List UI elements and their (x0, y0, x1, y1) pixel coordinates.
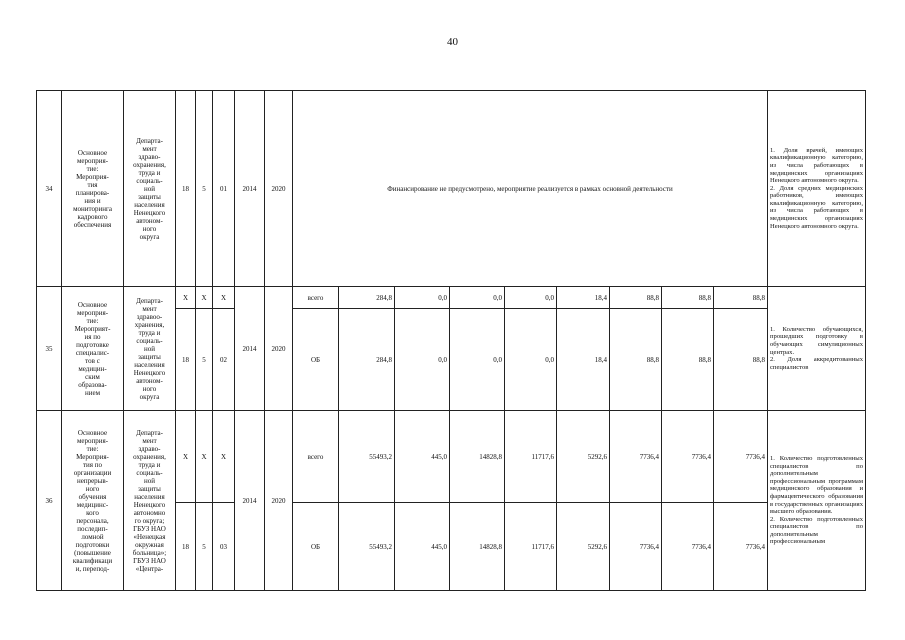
code-total: X (176, 287, 196, 309)
amount-cell: 55493,2 (339, 503, 395, 591)
executor: Департа- мент здравоо- хранения, труда и социаль- ной защиты населения Ненецкого автоном- ного округа (124, 287, 176, 411)
code-total: X (176, 411, 196, 503)
target-indicators: 1. Доля врачей, имеющих квалификационную категорию, из числа работающих в медицинских организациях Ненецкого автономного округа. 2. Доля средних медицинских работников, имеющих квалификационную категорию, из числа работающих в медицинских организациях Ненецкого автономного округа. (768, 91, 866, 287)
amount-cell: 0,0 (450, 287, 505, 309)
code-section: 5 (196, 309, 213, 411)
amount-cell: 88,8 (610, 287, 662, 309)
amount-cell: 0,0 (395, 309, 450, 411)
end-year: 2020 (265, 411, 293, 591)
code-section: 5 (196, 503, 213, 591)
program-activities-table (36, 90, 866, 591)
amount-cell: 7736,4 (610, 503, 662, 591)
amount-cell: 14828,8 (450, 411, 505, 503)
target-indicators: 1. Количество обучающихся, прошедших подготовку в обучающих симуляционных центрах. 2. Доля аккредитованных специалистов (768, 287, 866, 411)
code-grbs: 18 (176, 309, 196, 411)
start-year: 2014 (235, 287, 265, 411)
source-label: ОБ (293, 309, 339, 411)
target-indicators: 1. Количество подготовленных специалистов по дополнительным профессиональным программам медицинского образования и фармацевтического образования в государственных организациях высшего образования. 2. Количество подготовленных специалистов по дополнительным профессиональным (768, 411, 866, 591)
amount-cell: 14828,8 (450, 503, 505, 591)
amount-cell: 445,0 (395, 411, 450, 503)
amount-cell: 0,0 (505, 309, 557, 411)
activity-name: Основное мероприя- тие: Мероприят- ия по подготовке специалис- тов с медицин- ским образова- нием (62, 287, 124, 411)
table-row (37, 411, 866, 503)
code-section: 5 (196, 91, 213, 287)
code-item: 01 (213, 91, 235, 287)
activity-name: Основное мероприя- тие: Мероприя- тия планирова- ния и мониторинга кадрового обеспечения (62, 91, 124, 287)
amount-cell: 7736,4 (662, 411, 714, 503)
amount-cell: 18,4 (557, 287, 610, 309)
code-total: X (213, 411, 235, 503)
source-label: ОБ (293, 503, 339, 591)
amount-cell: 11717,6 (505, 503, 557, 591)
amount-cell: 7736,4 (714, 503, 768, 591)
code-item: 02 (213, 309, 235, 411)
table-row (37, 287, 866, 309)
source-label: всего (293, 411, 339, 503)
row-number: 35 (37, 287, 62, 411)
amount-cell: 284,8 (339, 287, 395, 309)
amount-cell: 0,0 (395, 287, 450, 309)
code-total: X (196, 287, 213, 309)
executor: Департа- мент здраво- охранения, труда и социаль- ной защиты населения Ненецкого автоном- ного округа (124, 91, 176, 287)
table-row (37, 91, 866, 287)
end-year: 2020 (265, 287, 293, 411)
start-year: 2014 (235, 91, 265, 287)
code-grbs: 18 (176, 91, 196, 287)
amount-cell: 88,8 (662, 309, 714, 411)
code-item: 03 (213, 503, 235, 591)
amount-cell: 88,8 (714, 309, 768, 411)
amount-cell: 18,4 (557, 309, 610, 411)
amount-cell: 284,8 (339, 309, 395, 411)
executor: Департа- мент здраво- охранения, труда и социаль- ной защиты населения Ненецкого автономно го округа; ГБУЗ НАО «Ненецкая окружная больница»; ГБУЗ НАО «Центра- (124, 411, 176, 591)
amount-cell: 0,0 (450, 309, 505, 411)
code-total: X (196, 411, 213, 503)
row-number: 34 (37, 91, 62, 287)
amount-cell: 11717,6 (505, 411, 557, 503)
amount-cell: 7736,4 (662, 503, 714, 591)
amount-cell: 88,8 (662, 287, 714, 309)
start-year: 2014 (235, 411, 265, 591)
page-number: 40 (447, 36, 458, 48)
amount-cell: 0,0 (505, 287, 557, 309)
code-total: X (213, 287, 235, 309)
amount-cell: 7736,4 (610, 411, 662, 503)
financing-note: Финансирование не предусмотрено, мероприятие реализуется в рамках основной деятельности (293, 91, 768, 287)
amount-cell: 88,8 (714, 287, 768, 309)
amount-cell: 7736,4 (714, 411, 768, 503)
end-year: 2020 (265, 91, 293, 287)
amount-cell: 88,8 (610, 309, 662, 411)
activity-name: Основное мероприя- тие: Мероприя- тия по организации непрерыв- ного обучения медицинс- кого персонала, последип- ломной подготовки (повышение квалификаци и, перепод- (62, 411, 124, 591)
amount-cell: 55493,2 (339, 411, 395, 503)
amount-cell: 445,0 (395, 503, 450, 591)
code-grbs: 18 (176, 503, 196, 591)
amount-cell: 5292,6 (557, 503, 610, 591)
row-number: 36 (37, 411, 62, 591)
source-label: всего (293, 287, 339, 309)
amount-cell: 5292,6 (557, 411, 610, 503)
